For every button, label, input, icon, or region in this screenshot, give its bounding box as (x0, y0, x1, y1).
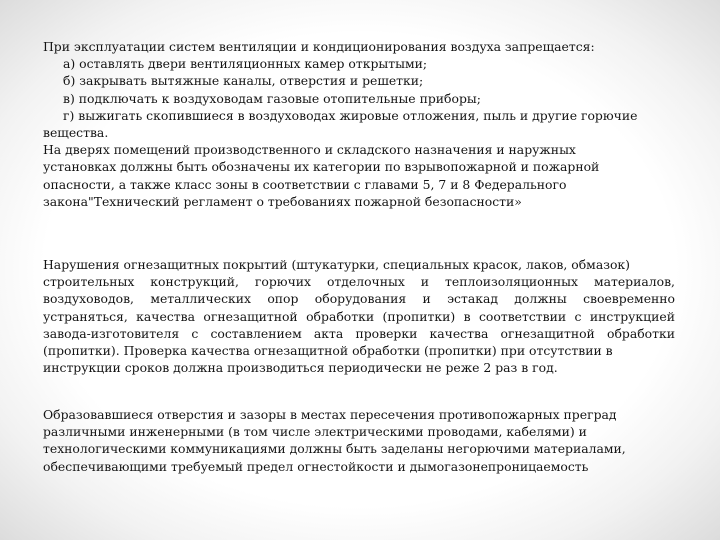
list-item: а) оставлять двери вентиляционных камер открытыми; (63, 56, 428, 72)
text-line: На дверях помещений производственного и складского назначения и наружных (43, 142, 576, 158)
text-line: строительных конструкций, горючих отделочных и теплоизоляционных материалов, (43, 274, 675, 290)
fireproof-coating-block (43, 256, 675, 376)
text-line: вещества. (43, 125, 109, 141)
list-item: г) выжигать скопившиеся в воздуховодах жировые отложения, пыль и другие горючие (63, 107, 638, 123)
openings-sealing-block (43, 406, 675, 475)
text-line: инструкции сроков должна производиться периодически не реже 2 раз в год. (43, 360, 558, 376)
text-line: Образовавшиеся отверстия и зазоры в местах пересечения противопожарных преград (43, 407, 617, 422)
ventilation-rules-block (43, 38, 675, 210)
text-line: различными инженерными (в том числе электрическими проводами, кабелями) и (43, 424, 587, 440)
text-line: установках должны быть обозначены их категории по взрывопожарной и пожарной (43, 159, 600, 175)
text-line: закона"Технический регламент о требованиях пожарной безопасности» (43, 193, 522, 209)
text-line: (пропитки). Проверка качества огнезащитной обработки (пропитки) при отсутствии в (43, 342, 613, 358)
text-line: При эксплуатации систем вентиляции и кондиционирования воздуха запрещается: (43, 39, 595, 54)
text-line: завода-изготовителя с составлением акта проверки качества огнезащитной обработки (43, 325, 675, 341)
text-line: опасности, а также класс зоны в соответствии с главами 5, 7 и 8 Федерального (43, 176, 567, 192)
text-line: обеспечивающими требуемый предел огнестойкости и дымогазонепроницаемость (43, 458, 589, 474)
text-line: воздуховодов, металлических опор оборудования и эстакад должны своевременно (43, 291, 675, 307)
text-line: устраняться, качества огнезащитной обработки (пропитки) в соответствии с инструкцией (43, 308, 675, 324)
list-item: в) подключать к воздуховодам газовые отопительные приборы; (63, 90, 481, 106)
list-item: б) закрывать вытяжные каналы, отверстия и решетки; (63, 73, 424, 89)
text-line: Нарушения огнезащитных покрытий (штукатурки, специальных красок, лаков, обмазок) (43, 257, 631, 272)
text-line: технологическими коммуникациями должны быть заделаны негорючими материалами, (43, 441, 626, 457)
